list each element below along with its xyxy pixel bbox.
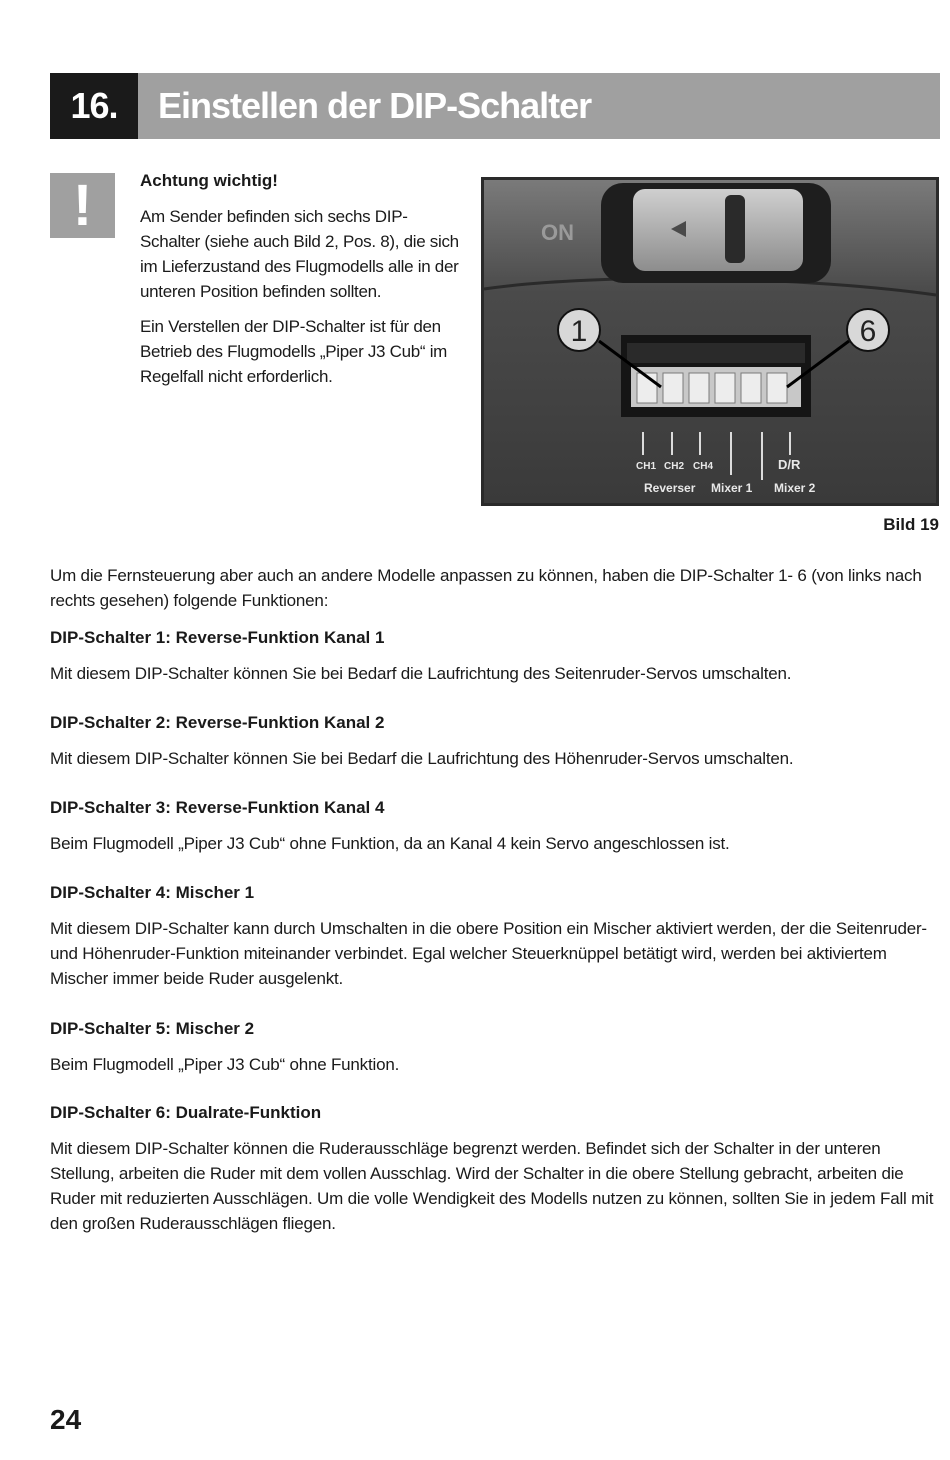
section-heading-2: DIP-Schalter 2: Reverse-Funktion Kanal 2 (50, 713, 385, 732)
dr-label: D/R (778, 457, 801, 472)
dip-switch-5 (741, 373, 761, 403)
section-text-2: Mit diesem DIP-Schalter können Sie bei Bedarf die Laufrichtung des Höhenruder-Servos umschalten. (50, 749, 794, 768)
warning-block (140, 170, 465, 399)
main-content (50, 563, 940, 1236)
intro-paragraph: Um die Fernsteuerung aber auch an andere Modelle anpassen zu können, haben die DIP-Schalter 1- 6 (von links nach rechts gesehen) folgende Funktionen: (50, 566, 922, 610)
dip-switch-4 (715, 373, 735, 403)
warning-paragraph-1: Am Sender befinden sich sechs DIP-Schalter (siehe auch Bild 2, Pos. 8), die sich im Lieferzustand des Flugmodells alle in der unteren Position befinden sollten. (140, 207, 459, 301)
dip-switch-3 (689, 373, 709, 403)
ch2-label: CH2 (664, 461, 685, 472)
ch4-label: CH4 (693, 461, 714, 472)
dip-switch-6 (767, 373, 787, 403)
exclamation-icon (50, 173, 115, 238)
warning-paragraph-2: Ein Verstellen der DIP-Schalter ist für den Betrieb des Flugmodells „Piper J3 Cub“ im Regelfall nicht erforderlich. (140, 317, 448, 386)
section-heading-4: DIP-Schalter 4: Mischer 1 (50, 883, 255, 902)
section-text-1: Mit diesem DIP-Schalter können Sie bei Bedarf die Laufrichtung des Seitenruder-Servos umschalten. (50, 664, 792, 683)
section-text-5: Beim Flugmodell „Piper J3 Cub“ ohne Funktion. (50, 1055, 400, 1074)
mixer2-label: Mixer 2 (774, 481, 816, 495)
figure-caption: Bild 19 (883, 515, 939, 534)
page-number: 24 (50, 1404, 82, 1435)
exclamation-symbol: ! (72, 173, 93, 238)
power-switch-slider (633, 189, 803, 271)
section-heading-1: DIP-Schalter 1: Reverse-Funktion Kanal 1 (50, 628, 385, 647)
dip-switch-2 (663, 373, 683, 403)
section-title-bar (138, 73, 940, 139)
section-heading-3: DIP-Schalter 3: Reverse-Funktion Kanal 4 (50, 798, 385, 817)
section-text-3: Beim Flugmodell „Piper J3 Cub“ ohne Funktion, da an Kanal 4 kein Servo angeschlossen ist. (50, 834, 730, 853)
ch1-label: CH1 (636, 461, 657, 472)
callout-6-label: 6 (859, 315, 877, 348)
on-label: ON (541, 220, 574, 245)
section-number: 16. (50, 73, 138, 139)
dip-switch-photo (481, 177, 939, 506)
warning-heading: Achtung wichtig! (140, 171, 278, 190)
section-text-4: Mit diesem DIP-Schalter kann durch Umschalten in die obere Position ein Mischer aktiviert werden, der die Seitenruder- und Höhenruder-Funktion miteinander verbindet. Egal welcher Steuerknüppel betätigt wird, werden bei aktiviertem Mischer immer beide Ruder ausgelenkt. (50, 919, 927, 988)
callout-1-label: 1 (570, 315, 588, 348)
section-heading-5: DIP-Schalter 5: Mischer 2 (50, 1019, 255, 1038)
dip-switch-illustration (481, 177, 939, 506)
section-header (50, 73, 940, 139)
section-heading-6: DIP-Schalter 6: Dualrate-Funktion (50, 1103, 322, 1122)
section-title: Einstellen der DIP-Schalter (158, 85, 592, 126)
mixer1-label: Mixer 1 (711, 481, 753, 495)
section-text-6: Mit diesem DIP-Schalter können die Ruderausschläge begrenzt werden. Befindet sich der Schalter in der unteren Stellung, arbeiten die Ruder mit dem vollen Ausschlag. Wird der Schalter in die obere Stellung gebracht, arbeiten die Ruder mit reduzierten Ausschlägen. Um die volle Wendigkeit des Modells nutzen zu können, sollten Sie in jedem Fall mit den großen Ruderausschlägen fliegen. (50, 1139, 934, 1233)
reverser-label: Reverser (644, 481, 696, 495)
